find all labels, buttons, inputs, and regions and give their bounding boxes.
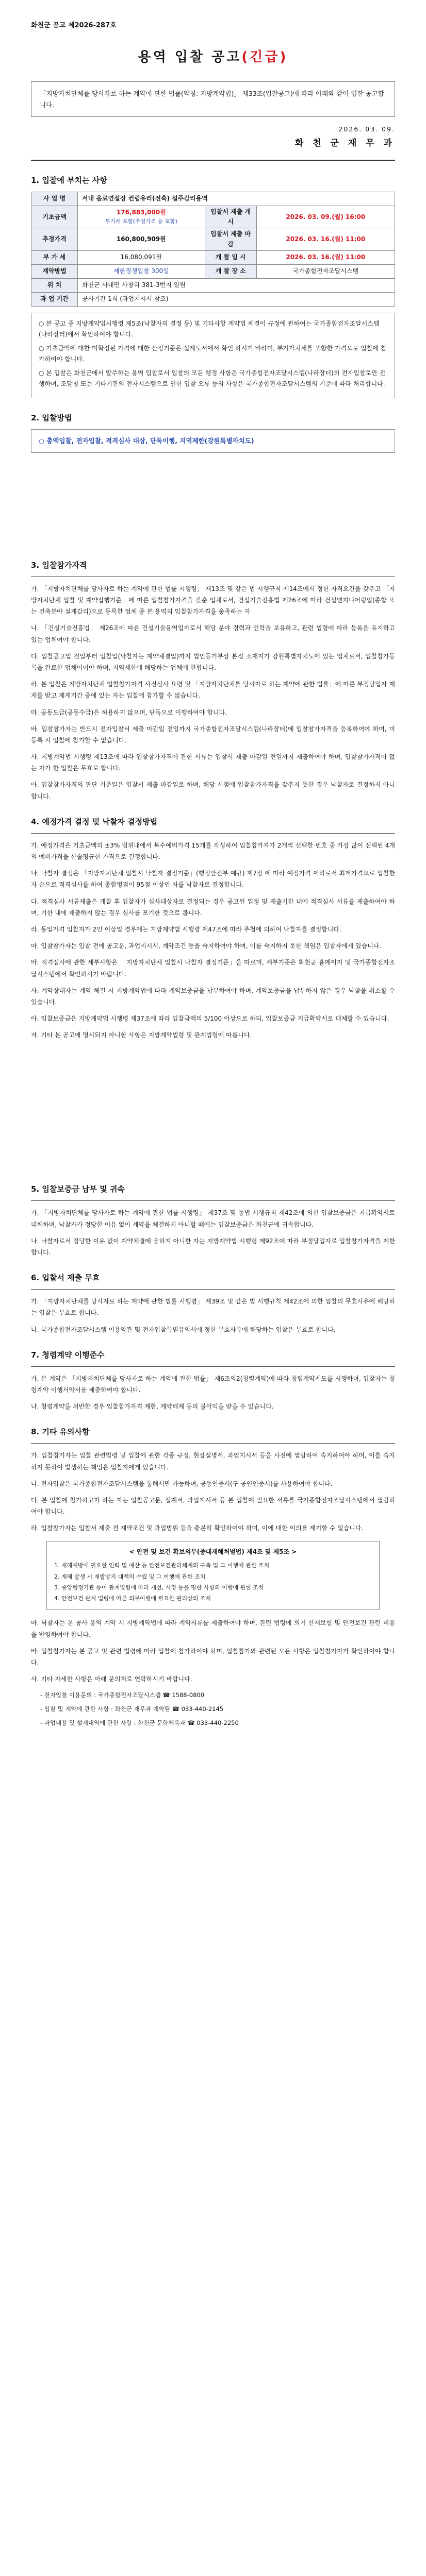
- section-4-title: 4. 예정가격 결정 및 낙찰자 결정방법: [31, 817, 158, 826]
- paragraph: 가. 「지방자치단체를 당사자로 하는 계약에 관한 법률 시행령」 제37조 및 동법 시행규칙 제42조에 의한 입찰보증금은 지급확약서로 대체하며, 낙찰자가 정당한 이유 없이 계약을 체결하지 아니할 때에는 입찰보증금은 화천군에 귀속합니다.: [31, 1209, 395, 1228]
- paragraph: 가. 「지방자치단체를 당사자로 하는 계약에 관한 법률 시행령」 제13조 및 같은 법 시행규칙 제14조에서 정한 자격요건을 갖추고 「지방자치단체 입찰 및 계약집행기준」에 따른 입찰참가자격을 갖춘 업체로서, 건설기술진흥법 제26조에 따라 건설엔지니어링업(종합 또는 건축분야 설계감리)으로 등록한 업체 중 본 용역의 입찰참가자격을 충족하는 자: [31, 585, 395, 616]
- paragraph: 나. 청렴계약을 위반한 경우 입찰참가자격 제한, 계약해제 등의 불이익을 받을 수 있습니다.: [31, 1403, 274, 1411]
- section-5-title: 5. 입찰보증금 납부 및 귀속: [31, 1184, 125, 1194]
- table-row: [31, 292, 395, 306]
- table-label: 입찰서 제출 개시: [205, 206, 256, 228]
- table-value: 2026. 03. 09.(월) 16:00: [256, 206, 395, 228]
- budget-cell: [78, 206, 205, 228]
- paragraph: 마. 낙찰자는 본 공사 용역 계약 시 지방계약법에 따라 계약서류를 제출하여야 하며, 관련 법령에 의거 산재보험 및 안전보건 관련 비용을 반영하여야 합니다.: [31, 1619, 395, 1638]
- table-label: 기초금액: [31, 206, 78, 228]
- bid-info-table: [31, 192, 395, 307]
- table-row: [31, 250, 395, 264]
- bid-method-box: [31, 429, 395, 453]
- table-label: 과 업 기간: [31, 292, 78, 306]
- paragraph: 나. 「건설기술진흥법」 제26조에 따른 건설기술용역업자로서 해당 분야 경력과 인력을 보유하고, 관련 법령에 따라 등록을 유지하고 있는 업체여야 합니다.: [31, 624, 395, 643]
- divider: [31, 1443, 395, 1444]
- paragraph: 나. 국가종합전자조달시스템 이용약관 및 전자입찰특별유의서에 정한 무효사유에 해당하는 입찰은 무효로 합니다.: [31, 1326, 336, 1333]
- table-value: 160,800,909원: [78, 228, 205, 250]
- paragraph: 다. 입찰공고일 전일부터 입찰일(낙찰자는 계약체결일)까지 법인등기부상 본점 소재지가 강원특별자치도에 있는 업체로서, 입찰참가등록을 완료한 업체이어야 하며, 지역제한에 해당하는 업체에 한합니다.: [31, 652, 395, 671]
- section-7-title: 7. 청렴계약 이행준수: [31, 1350, 105, 1360]
- intro-text: 「지방자치단체를 당사자로 하는 계약에 관한 법률(약칭: 지방계약법)」 제33조(입찰공고)에 따라 아래와 같이 입찰 공고합니다.: [40, 90, 384, 109]
- spacer: [31, 1046, 395, 1170]
- section-2-title: 2. 입찰방법: [31, 413, 72, 422]
- paragraph: 나. 낙찰자 결정은 「지방자치단체 입찰시 낙찰자 결정기준」(행정안전부 예규) 제7장 에 따라 예정가격 이하로서 최저가격으로 입찰한 자 순으로 적격심사를 하여 종합평점이 95점 이상인 자를 낙찰자로 결정합니다.: [31, 870, 395, 889]
- paragraph: 나. 낙찰자로서 정당한 이유 없이 계약체결에 응하지 아니한 자는 지방계약법 시행령 제92조에 따라 부정당업자로 입찰참가자격을 제한합니다.: [31, 1237, 395, 1257]
- issuer: 화 천 군 재 무 과: [294, 138, 395, 148]
- paragraph: 라. 본 입찰은 지방자치단체 입찰참가자격 사전심사 요령 및 「지방자치단체를 당사자로 하는 계약에 관한 법률」에 따른 부정당업자 제재를 받고 제재기간 중에 있는 자는 입찰에 참가할 수 없습니다.: [31, 681, 395, 700]
- table-label: 계약방법: [31, 264, 78, 278]
- notice-date: 2026. 03. 09.: [338, 125, 395, 133]
- table-value: 2026. 03. 16.(월) 11:00: [256, 250, 395, 264]
- divider: [31, 160, 395, 161]
- bid-method-text: ○ 총액입찰, 전자입찰, 적격심사 대상, 단독이행, 지역제한(강원특별자치도): [39, 436, 254, 445]
- table-value: 국가종합전자조달시스템: [256, 264, 395, 278]
- table-label: 부 가 세: [31, 250, 78, 264]
- contact-item: - 과업내용 및 설계내역에 관한 사항 : 화천군 문화체육과 ☎ 033-440-2250: [40, 1719, 239, 1726]
- paragraph: 자. 기타 본 공고에 명시되지 아니한 사항은 지방계약법령 및 관계법령에 따릅니다.: [31, 1031, 252, 1039]
- table-row: [31, 206, 395, 228]
- table-value: 화천군 사내면 사창리 381-3번지 일원: [78, 278, 395, 292]
- paragraph: 가. 「지방자치단체를 당사자로 하는 계약에 관한 법률 시행령」 제39조 및 같은 법 시행규칙 제42조에 의한 입찰의 무효사유에 해당하는 입찰은 무효로 합니다.: [31, 1298, 395, 1317]
- paragraph: 아. 입찰보증금은 지방계약법 시행령 제37조에 따라 입찰금액의 5/100 이상으로 하되, 입찰보증금 지급확약서로 대체할 수 있습니다.: [31, 1015, 389, 1023]
- budget-note: 부가세 포함(추정가격 등 포함): [105, 218, 177, 225]
- paragraph: 바. 입찰참가자는 본 공고 및 관련 법령에 따라 입찰에 참가하여야 하며, 입찰참가와 관련된 모든 사항은 입찰참가자가 확인하여야 합니다.: [31, 1647, 395, 1667]
- divider: [31, 1366, 395, 1367]
- table-row: [31, 192, 395, 206]
- paragraph: 가. 본 계약은 「지방자치단체를 당사자로 하는 계약에 관한 법률」 제6조의2(청렴계약)에 따라 청렴계약제도를 시행하며, 입찰자는 청렴계약 이행서약서를 제출하여야 합니다.: [31, 1375, 395, 1394]
- paragraph: 바. 적격심사에 관한 세부사항은 「지방자치단체 입찰시 낙찰자 결정기준」을 따르며, 세부기준은 화천군 홈페이지 및 국가종합전자조달시스템에서 확인하시기 바랍니다.: [31, 959, 395, 978]
- paragraph: 가. 예정가격은 기초금액의 ±3% 범위내에서 복수예비가격 15개를 작성하여 입찰참가자가 2개씩 선택한 번호 중 가장 많이 선택된 4개의 예비가격을 산술평균한 가격으로 결정합니다.: [31, 841, 395, 861]
- paragraph: 라. 동일가격 입찰자가 2인 이상일 경우에는 지방계약법 시행령 제47조에 따라 추첨에 의하여 낙찰자를 결정합니다.: [31, 925, 341, 933]
- note-item: ○ 기초금액에 대한 미확정된 가격에 대한 산정기준은 설계도서에서 확인 하시기 바라며, 부가가치세를 포함한 가격으로 입찰에 참가하여야 합니다.: [39, 344, 387, 363]
- paragraph: 나. 전자입찰은 국가종합전자조달시스템을 통해서만 가능하며, 공동인증서(구 공인인증서)를 사용하여야 합니다.: [31, 1480, 333, 1487]
- contact-item: - 입찰 및 계약에 관한 사항 : 화천군 재무과 계약팀 ☎ 033-440-2145: [40, 1705, 224, 1713]
- table-value: 16,080,091원: [78, 250, 205, 264]
- table-label: 추정가격: [31, 228, 78, 250]
- list-item: 4. 안전보건 관계 법령에 따른 의무이행에 필요한 관리상의 조치: [54, 1595, 211, 1602]
- list-item: 1. 재해예방에 필요한 인력 및 예산 등 안전보건관리체계의 구축 및 그 이행에 관한 조치: [54, 1562, 270, 1569]
- note-item: ○ 본 공고 중 지방계약법시행령 제5조(낙찰자의 결정 등) 및 기타사항 계약법 체결이 규정에 관하여는 국가종합전자조달시스템(나라장터)에서 확인하여야 합니다.: [39, 319, 380, 338]
- table-row: [31, 264, 395, 278]
- intro-box: [31, 81, 395, 117]
- section-6-title: 6. 입찰서 제출 무효: [31, 1273, 100, 1283]
- notice-number: 화천군 공고 제2026-287호: [31, 22, 117, 29]
- table-value: 공사기간 1식 (과업지시서 참조): [78, 292, 395, 306]
- divider: [31, 1200, 395, 1201]
- note-item: ○ 본 입찰은 화천군에서 발주하는 용역 입찰로서 입찰의 모든 행정 사항은 국가종합전자조달시스템(나라장터)의 전자입찰로만 진행하며, 조달청 또는 기타기관의 전자시스템으로 인한 입찰 오류 등의 사항은 국가종합전자조달시스템의 기준에 따라 처리합니다.: [39, 369, 386, 387]
- paragraph: 가. 입찰참가자는 입찰 관련법령 및 입찰에 관한 각종 규정, 현장설명서, 과업지시서 등을 사전에 열람하여 숙지하여야 하며, 이를 숙지하지 못하여 발생하는 책임은 입찰자에게 있습니다.: [31, 1452, 395, 1471]
- paragraph: 다. 적격심사 서류제출은 개찰 후 입찰자가 심사대상자로 결정되는 경우 공고된 일정 및 제출기한 내에 적격심사 서류를 제출하여야 하며, 기한 내에 제출하지 않는 경우 심사를 포기한 것으로 봅니다.: [31, 897, 395, 917]
- paragraph: 마. 입찰참가자는 입찰 전에 공고문, 과업지시서, 계약조건 등을 숙지하여야 하며, 이를 숙지하지 못한 책임은 입찰자에게 있습니다.: [31, 942, 382, 950]
- title-main: 용역 입찰 공고: [138, 49, 242, 65]
- paragraph: 바. 입찰참가자는 반드시 전자입찰서 제출 마감일 전일까지 국가종합전자조달시스템(나라장터)에 입찰참가자격을 등록하여야 하며, 미등록 시 입찰에 참가할 수 없습니다.: [31, 725, 395, 744]
- section-1-title: 1. 입찰에 부치는 사항: [31, 176, 107, 185]
- table-row: [31, 278, 395, 292]
- page-title: [31, 47, 395, 69]
- list-item: 2. 재해 발생 시 재발방지 대책의 수립 및 그 이행에 관한 조치: [54, 1573, 206, 1580]
- table-value: 2026. 03. 16.(월) 11:00: [256, 228, 395, 250]
- spacer: [31, 453, 395, 546]
- paragraph: 사. 지방계약법 시행령 제13조에 따라 입찰참가자격에 관한 서류는 입찰서 제출 마감일 전일까지 제출하여야 하며, 입찰참가자격이 없는 자가 한 입찰은 무효로 합니다.: [31, 753, 395, 772]
- divider: [31, 833, 395, 834]
- divider: [31, 1289, 395, 1290]
- safety-obligation-box: [46, 1541, 380, 1610]
- paragraph: 사. 기타 자세한 사항은 아래 문의처로 연락하시기 바랍니다.: [31, 1675, 192, 1683]
- paragraph: 마. 공동도급(공동수급)은 허용하지 않으며, 단독으로 이행하여야 합니다.: [31, 708, 227, 716]
- table-label: 개 찰 장 소: [205, 264, 256, 278]
- table-row: [31, 228, 395, 250]
- section-1-notes: [31, 313, 395, 398]
- table-value: 서내 음료연설장 컨럼유리(전축) 설주감리용역: [78, 192, 395, 206]
- table-label: 개 찰 일 시: [205, 250, 256, 264]
- safety-box-title: < 안전 및 보건 확보의무(중대재해처벌법) 제4조 및 제5조 >: [129, 1548, 297, 1556]
- table-value: 제한경쟁입찰 300일: [78, 264, 205, 278]
- table-label: 입찰서 제출 마감: [205, 228, 256, 250]
- table-label: 위 치: [31, 278, 78, 292]
- section-8-title: 8. 기타 유의사항: [31, 1427, 90, 1437]
- list-item: 3. 중앙행정기관 등이 관계법령에 따라 개선, 시정 등을 명한 사항의 이행에 관한 조치: [54, 1584, 264, 1591]
- section-3-title: 3. 입찰참가자격: [31, 560, 87, 570]
- table-label: 사 업 명: [31, 192, 78, 206]
- title-urgent: (긴급): [241, 49, 288, 65]
- budget-value: 176,883,000원: [116, 209, 166, 216]
- paragraph: 다. 본 입찰에 참가하고자 하는 자는 입찰공고문, 설계서, 과업지시서 등 본 입찰에 필요한 서류를 국가종합전자조달시스템에서 열람하여야 합니다.: [31, 1496, 395, 1516]
- contact-item: - 전자입찰 이용문의 : 국가종합전자조달시스템 ☎ 1588-0800: [40, 1691, 205, 1699]
- paragraph: 라. 입찰참가자는 입찰서 제출 전 계약조건 및 과업범위 등을 충분히 확인하여야 하며, 이에 대한 이의를 제기할 수 없습니다.: [31, 1524, 364, 1532]
- paragraph: 아. 입찰참가자격의 판단 기준일은 입찰서 제출 마감일로 하며, 해당 시점에 입찰참가자격을 갖추지 못한 경우 낙찰자로 결정하지 아니합니다.: [31, 781, 395, 800]
- paragraph: 사. 계약상대자는 계약 체결 시 지방계약법에 따라 계약보증금을 납부하여야 하며, 계약보증금을 납부하지 않은 경우 낙찰을 취소할 수 있습니다.: [31, 987, 395, 1006]
